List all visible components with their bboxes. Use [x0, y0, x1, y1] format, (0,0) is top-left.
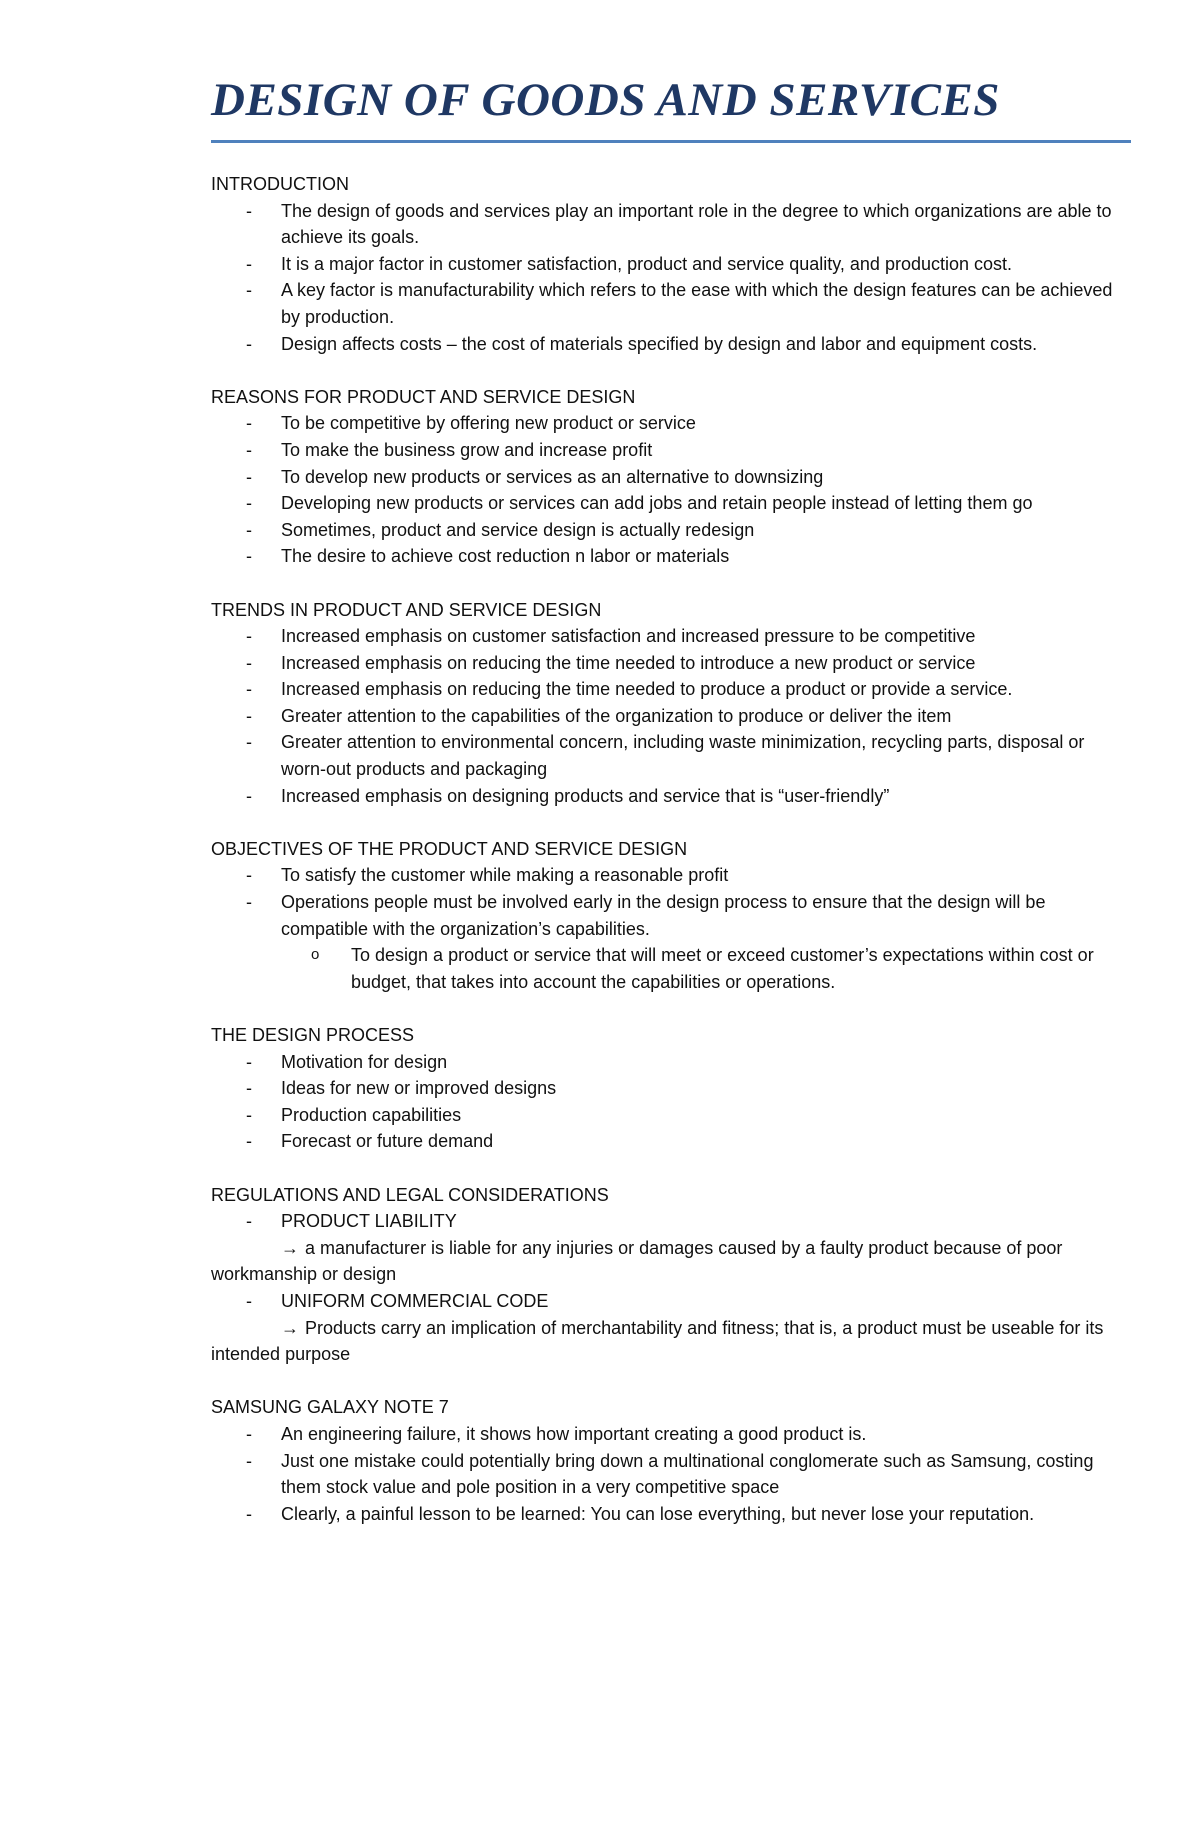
list-item [211, 198, 1131, 251]
list-item [211, 543, 1131, 570]
list-item-text: Sometimes, product and service design is actually redesign [281, 519, 755, 540]
list-item [211, 517, 1131, 544]
list-item [211, 889, 1131, 995]
list-item-text: UNIFORM COMMERCIAL CODE [281, 1290, 549, 1311]
bullet-list [211, 1049, 1131, 1155]
list-item-text: The desire to achieve cost reduction n labor or materials [281, 546, 730, 567]
list-item [211, 783, 1131, 810]
section-samsung [211, 1394, 1131, 1527]
list-item [211, 1075, 1131, 1102]
bullet-list [211, 1208, 1131, 1235]
list-item [211, 251, 1131, 278]
dash-bullet: - [246, 732, 252, 753]
list-item-text: Operations people must be involved early in the design process to ensure that the design will be compatible with the organization’s capabilities. [281, 892, 1046, 939]
dash-bullet: - [246, 705, 252, 726]
section-introduction [211, 171, 1131, 357]
list-item-text: To satisfy the customer while making a reasonable profit [281, 865, 729, 886]
section-objectives [211, 836, 1131, 996]
bullet-list [211, 862, 1131, 995]
dash-bullet: - [246, 865, 252, 886]
list-item-text: Increased emphasis on reducing the time needed to introduce a new product or service [281, 652, 976, 673]
dash-bullet: - [246, 493, 252, 514]
list-item-text: Ideas for new or improved designs [281, 1078, 557, 1099]
arrow-right-icon: → [281, 1237, 299, 1258]
dash-bullet: - [246, 200, 252, 221]
section-reasons [211, 384, 1131, 570]
dash-bullet: - [246, 1131, 252, 1152]
dash-bullet: - [246, 253, 252, 274]
list-item-text: A key factor is manufacturability which refers to the ease with which the design features can be achieved by production. [281, 280, 1113, 327]
list-item-text: Greater attention to the capabilities of the organization to produce or deliver the item [281, 705, 952, 726]
list-item-text: To be competitive by offering new product or service [281, 413, 696, 434]
dash-bullet: - [246, 546, 252, 567]
dash-bullet: - [246, 626, 252, 647]
list-item [211, 490, 1131, 517]
list-item-text: Increased emphasis on customer satisfaction and increased pressure to be competitive [281, 626, 976, 647]
list-item [211, 464, 1131, 491]
list-item [211, 1102, 1131, 1129]
section-heading: INTRODUCTION [211, 174, 349, 194]
list-item-text: It is a major factor in customer satisfaction, product and service quality, and production cost. [281, 253, 1013, 274]
section-trends [211, 597, 1131, 810]
title-underline [211, 140, 1131, 143]
dash-bullet: - [246, 1104, 252, 1125]
bullet-list [211, 623, 1131, 809]
list-item-text: Increased emphasis on designing products and service that is “user-friendly” [281, 785, 890, 806]
list-item-ucc [211, 1288, 1131, 1315]
list-item [211, 437, 1131, 464]
dash-bullet: - [246, 1051, 252, 1072]
list-item [211, 277, 1131, 330]
list-item [211, 623, 1131, 650]
dash-bullet: - [246, 785, 252, 806]
list-item [211, 1501, 1131, 1528]
dash-bullet: - [246, 333, 252, 354]
product-liability-detail [211, 1235, 1131, 1288]
detail-text: a manufacturer is liable for any injuries or damages caused by a faulty product because of poor workmanship or design [211, 1237, 1063, 1285]
section-heading: SAMSUNG GALAXY NOTE 7 [211, 1397, 449, 1418]
list-item-text: Developing new products or services can add jobs and retain people instead of letting them go [281, 493, 1033, 514]
list-item-text: Forecast or future demand [281, 1131, 494, 1152]
bullet-list [211, 1288, 1131, 1315]
list-item-text: Greater attention to environmental concern, including waste minimization, recycling parts, disposal or worn-out products and packaging [281, 732, 1085, 780]
dash-bullet: - [246, 1078, 252, 1099]
document-title: DESIGN OF GOODS AND SERVICES [211, 74, 1000, 126]
list-item-text: To make the business grow and increase profit [281, 439, 653, 460]
list-item [211, 410, 1131, 437]
dash-bullet: - [246, 280, 252, 301]
list-item [211, 1049, 1131, 1076]
ucc-detail [211, 1315, 1131, 1368]
list-item-text: Production capabilities [281, 1104, 462, 1125]
section-heading: OBJECTIVES OF THE PRODUCT AND SERVICE DESIGN [211, 838, 688, 859]
dash-bullet: - [246, 679, 252, 700]
sub-list-item-text: To design a product or service that will meet or exceed customer’s expectations within cost or budget, that takes into account the capabilities or operations. [351, 945, 1094, 992]
document-content [211, 72, 1131, 1554]
list-item [211, 1128, 1131, 1155]
section-heading: TRENDS IN PRODUCT AND SERVICE DESIGN [211, 599, 602, 620]
dash-bullet: - [246, 439, 252, 460]
list-item-text: Increased emphasis on reducing the time needed to produce a product or provide a service. [281, 679, 1013, 700]
section-design-process [211, 1022, 1131, 1155]
circle-bullet-icon: o [311, 946, 320, 964]
dash-bullet: - [246, 1290, 252, 1311]
list-item [211, 1448, 1131, 1501]
dash-bullet: - [246, 652, 252, 673]
dash-bullet: - [246, 1503, 252, 1524]
dash-bullet: - [246, 1211, 252, 1232]
bullet-list [211, 410, 1131, 570]
bullet-list [211, 1421, 1131, 1527]
section-heading: THE DESIGN PROCESS [211, 1025, 415, 1045]
section-heading: REGULATIONS AND LEGAL CONSIDERATIONS [211, 1184, 609, 1205]
detail-text: Products carry an implication of merchantability and fitness; that is, a product must be useable for its intended purpose [211, 1317, 1104, 1365]
list-item [211, 862, 1131, 889]
list-item-product-liability [211, 1208, 1131, 1235]
list-item [211, 703, 1131, 730]
sub-list-item [281, 942, 1131, 995]
bullet-list [211, 198, 1131, 358]
list-item-text: Clearly, a painful lesson to be learned: You can lose everything, but never lose your reputation. [281, 1503, 1035, 1524]
section-regulations [211, 1182, 1131, 1368]
list-item-text: Motivation for design [281, 1051, 448, 1072]
list-item-text: An engineering failure, it shows how important creating a good product is. [281, 1423, 867, 1444]
dash-bullet: - [246, 413, 252, 434]
dash-bullet: - [246, 519, 252, 540]
dash-bullet: - [246, 466, 252, 487]
sub-list [281, 942, 1131, 995]
list-item [211, 1421, 1131, 1448]
arrow-right-icon: → [281, 1317, 299, 1338]
list-item-text: Design affects costs – the cost of materials specified by design and labor and equipment costs. [281, 333, 1038, 354]
dash-bullet: - [246, 892, 252, 913]
list-item-text: To develop new products or services as an alternative to downsizing [281, 466, 824, 487]
list-item [211, 729, 1131, 782]
list-item [211, 676, 1131, 703]
list-item [211, 650, 1131, 677]
dash-bullet: - [246, 1423, 252, 1444]
section-heading: REASONS FOR PRODUCT AND SERVICE DESIGN [211, 386, 636, 407]
list-item [211, 331, 1131, 358]
list-item-text: PRODUCT LIABILITY [281, 1211, 457, 1232]
dash-bullet: - [246, 1450, 252, 1471]
list-item-text: Just one mistake could potentially bring down a multinational conglomerate such as Samsung, costing them stock value and pole position in a very competitive space [281, 1450, 1094, 1498]
list-item-text: The design of goods and services play an important role in the degree to which organizations are able to achieve its goals. [281, 200, 1112, 248]
